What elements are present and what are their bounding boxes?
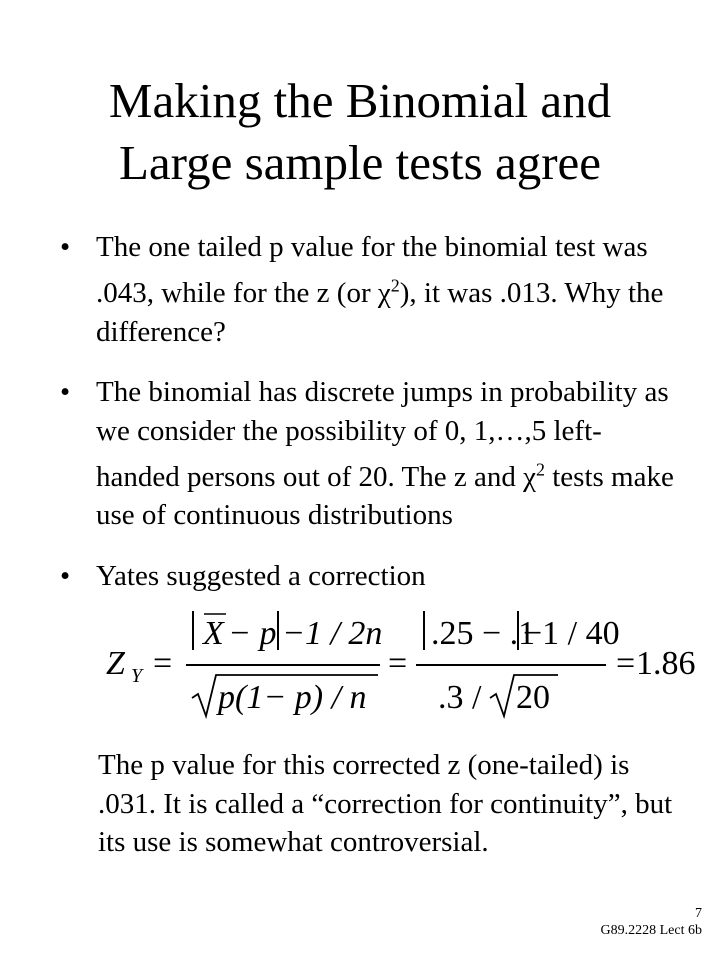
formula-lhs-sub: Y <box>131 665 143 687</box>
bullet-item <box>60 373 680 535</box>
bullet-text: Yates suggested a correction <box>96 559 426 592</box>
formula-num2-inner: .25 − .1 <box>431 615 536 652</box>
bullet-marker: • <box>60 231 71 263</box>
formula-den2-left: .3 / <box>438 679 482 716</box>
formula-equals-1: = <box>153 645 173 682</box>
formula-den1: p(1− p) / n <box>218 679 367 716</box>
formula-den2-root: 20 <box>516 679 550 716</box>
title-line-2: Large sample tests agree <box>118 135 602 190</box>
title-line-1: Making the Binomial and <box>108 73 612 128</box>
formula-xbar: X <box>203 615 224 652</box>
slide-title <box>40 70 680 194</box>
bullet-marker: • <box>60 559 71 592</box>
formula-num1-tail: −1 / 2n <box>282 615 383 652</box>
formula-result: 1.86 <box>636 645 696 682</box>
bullet-text: The one tailed p value for the binomial test was .043, while for the z (or $\chi^2$), it was .013. Why the difference? <box>96 231 664 348</box>
bullet-marker: • <box>60 376 71 409</box>
bullet-text: The binomial has discrete jumps in probability as we consider the possibility of 0, 1,…,5 left-handed persons out of 20. The z and $\chi^2$ tests make use of continuous distributions <box>96 376 674 532</box>
course-code: G89.2228 Lect 6b <box>600 923 702 938</box>
slide-footer <box>601 905 702 939</box>
yates-formula <box>98 598 698 728</box>
page-number: 7 <box>695 906 702 921</box>
formula-lhs-var: Z <box>106 645 125 682</box>
bullet-item <box>60 557 680 596</box>
formula-equals-3: = <box>616 645 636 682</box>
bullet-item <box>60 228 680 351</box>
formula-num1-rest: − p <box>228 615 277 652</box>
formula-num2-tail: −1 / 40 <box>523 615 620 652</box>
conclusion-paragraph: The p value for this corrected z (one-tailed) is .031. It is called a “correction for continuity”, but its use is somewhat controversial. <box>98 749 673 858</box>
formula-equals-2: = <box>388 645 408 682</box>
bullet-list <box>60 228 680 617</box>
